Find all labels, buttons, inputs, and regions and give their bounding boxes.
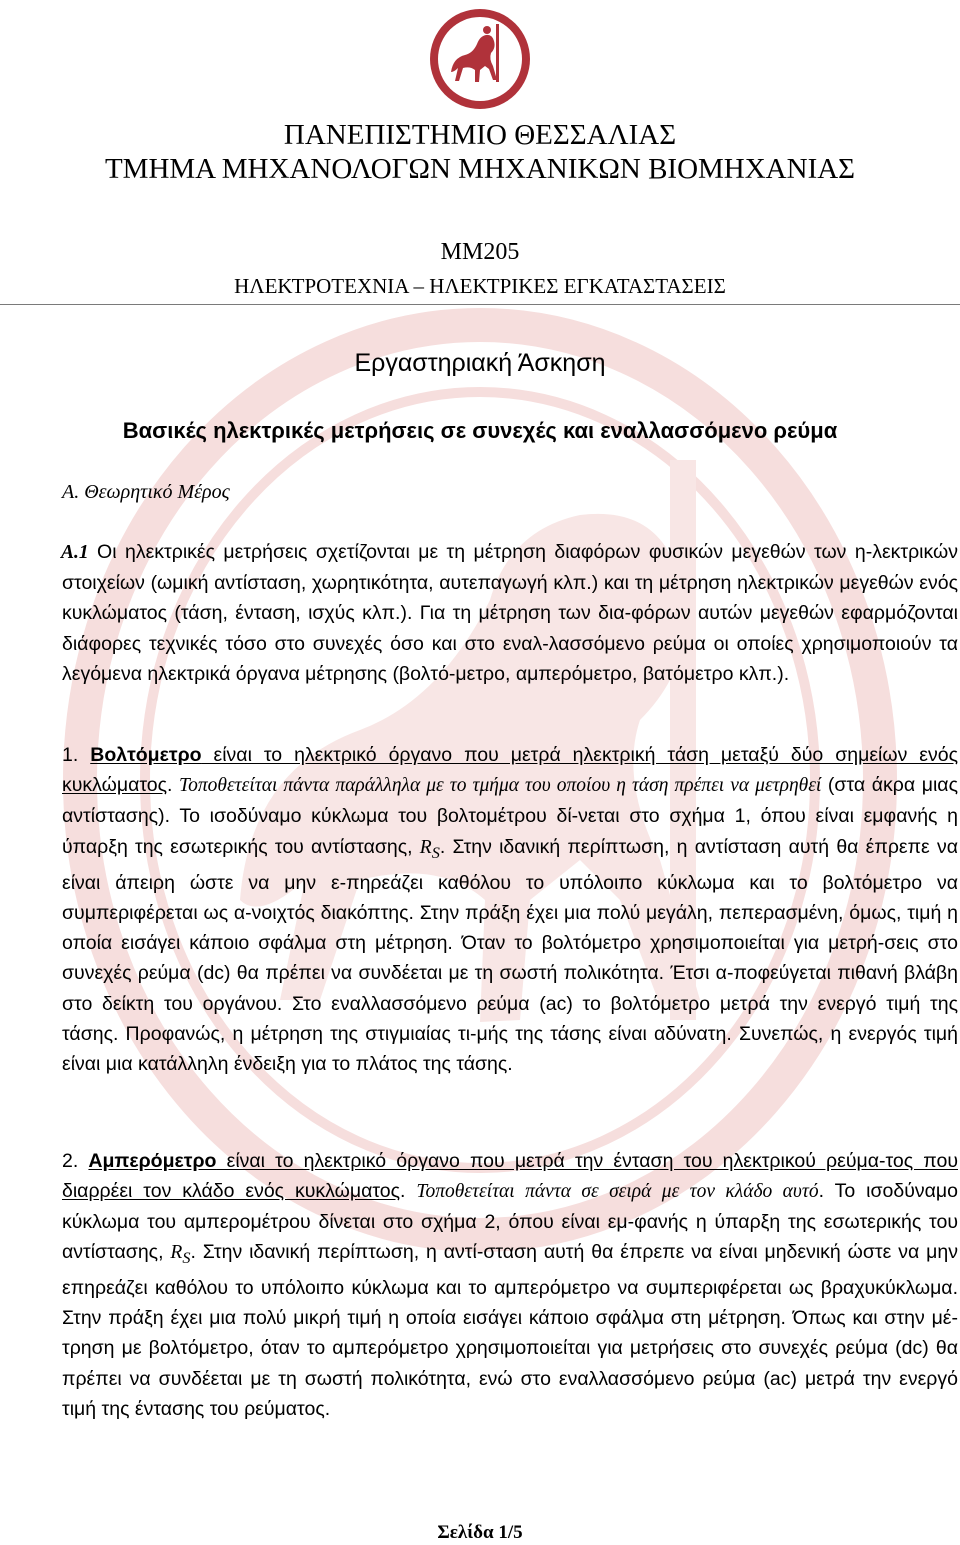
item-number: 2. [62, 1150, 89, 1172]
department-name: ΤΜΗΜΑ ΜΗΧΑΝΟΛΟΓΩΝ ΜΗΧΑΝΙΚΩΝ ΒΙΟΜΗΧΑΝΙΑΣ [104, 153, 856, 185]
paragraph-number: Α.1 [61, 542, 89, 563]
ammeter-placement-note: Τοποθετείται πάντα σε σειρά με τον κλάδο αυτό [416, 1181, 819, 1203]
university-name: ΠΑΝΕΠΙΣΤΗΜΙΟ ΘΕΣΣΑΛΙΑΣ [283, 119, 677, 151]
voltmeter-placement-note: Τοποθετείται πάντα παράλληλα με το τμήμα του οποίου η τάση πρέπει να μετρηθεί [179, 775, 822, 797]
course-code: ΜΜ205 [440, 239, 520, 265]
symbol-subscript: S [182, 1249, 191, 1268]
paragraph-a1 [62, 537, 958, 689]
header-divider [0, 304, 960, 305]
term-ammeter: Αμπερόμετρο [88, 1150, 217, 1172]
paragraph-text: Οι ηλεκτρικές μετρήσεις σχετίζονται με τη μέτρηση διαφόρων φυσικών μεγεθών των η-λεκτρικών στοιχείων (ωμική αντίσταση, χωρητικότητα, αυτεπαγωγή κλπ.) και τη μέτρηση ηλεκτρικών μεγεθών ενός κυκλώματος (τάση, ένταση, ισχύς κλπ.). Για τη μέτρηση των δια-φόρων αυτών μεγεθών εφαρμόζονται διάφορες τεχνικές τόσο στο συνεχές όσο και στο εναλ-λασσόμενο ρεύμα οι οποίες χρησιμοποιούν τα λεγόμενα ηλεκτρικά όργανα μέτρησης (βολτό-μετρο, αμπερόμετρο, βατόμετρο κλπ.). [62, 541, 958, 685]
term-voltmeter: Βολτόμετρο [90, 744, 202, 766]
item-ammeter: 2. Αμπερόμετρο είναι το ηλεκτρικό όργανο που μετρά την ένταση του ηλεκτρικού ρεύμα-τος που διαρρέει τον κλάδο ενός κυκλώματος. Τοποθετείται πάντα σε σειρά με τον κλάδο αυτό. Το ισοδύναμο κύκλωμα του αμπερομέτρου δίνεται στο σχήμα 2, όπου είναι εμ-φανής η ύπαρξη της εσωτερικής του αντίστασης, $R_S$. Στην ιδανική περίπτωση, η αντί-σταση αυτή θα έπρεπε να είναι μηδενική ώστε να μην επηρεάζει καθόλου το υπόλοιπο κύκλωμα και το αμπερόμετρο να συμπεριφέρεται ως βραχυκύκλωμα. Στην πράξη έχει μια πολύ μικρή τιμή η οποία εισάγει κάποιο σφάλμα στη μέτρηση. Όπως και στην μέ-τρηση με βολτόμετρο, όταν το αμπερόμετρο χρησιμοποιείται για μετρήσεις στο συνεχές ρεύμα (dc) θα πρέπει να συνδέεται με τη σωστή πολικότητα, ενώ στο εναλλασσόμενο ρεύμα (ac) μετρά την ενεργό τιμή της έντασης του ρεύματος. [62, 1150, 958, 1420]
item-voltmeter: 1. Βολτόμετρο είναι το ηλεκτρικό όργανο που μετρά ηλεκτρική τάση μεταξύ δύο σημείων ενός κυκλώματος. Τοποθετείται πάντα παράλληλα με το τμήμα του οποίου η τάση πρέπει να μετρηθεί (στα άκρα μιας αντίστασης). Το ισοδύναμο κύκλωμα του βολτομέτρου δί-νεται στο σχήμα 1, όπου είναι εμφανής η ύπαρξη της εσωτερικής του αντίστασης, $R_S$. Στην ιδανική περίπτωση, η αντίσταση αυτή θα έπρεπε να είναι άπειρη ώστε να μην ε-πηρεάζει καθόλου το υπόλοιπο κύκλωμα και το βολτόμετρο να συμπεριφέρεται ως α-νοιχτός διακόπτης. Στην πράξη έχει μια πολύ μεγάλη, πεπερασμένη, όμως, τιμή η οποία εισάγει κάποιο σφάλμα στη μέτρηση. Όταν το βολτόμετρο χρησιμοποιείται για μετρή-σεις στο συνεχές ρεύμα (dc) θα πρέπει να συνδέεται με τη σωστή πολικότητα. Έτσι α-ποφεύγεται πιθανή βλάβη στο δείκτη του οργάνου. Στο εναλλασσόμενο ρεύμα (ac) το βολτόμετρο μετρά την ενεργό τιμή της τάσης. Προφανώς, η μέτρηση της στιγμιαίας τι-μής της τάσης είναι αδύνατη. Συνεπώς, η ενεργός τιμή είναι μια κατάλληλη ένδειξη για το πλάτος της τάσης. [62, 744, 958, 1075]
item-number: 1. [62, 744, 91, 766]
course-title: ΗΛΕΚΤΡΟΤΕΧΝΙΑ – ΗΛΕΚΤΡΙΚΕΣ ΕΓΚΑΤΑΣΤΑΣΕΙΣ [234, 274, 726, 298]
voltmeter-definition: είναι το ηλεκτρικό όργανο που μετρά ηλεκτρική τάση μεταξύ δύο σημείων ενός κυκλώματος [62, 744, 958, 797]
symbol-r: R [419, 836, 432, 858]
section-heading: Α. Θεωρητικό Μέρος [62, 481, 230, 503]
symbol-subscript: S [431, 843, 440, 862]
symbol-r: R [170, 1242, 183, 1264]
university-header [0, 118, 960, 186]
ammeter-definition: είναι το ηλεκτρικό όργανο που μετρά την ένταση του ηλεκτρικού ρεύμα-τος που διαρρέει τον κλάδο ενός κυκλώματος [62, 1150, 958, 1203]
lab-subtitle: Βασικές ηλεκτρικές μετρήσεις σε συνεχές και εναλλασσόμενο ρεύμα [122, 418, 838, 443]
page-number: Σελίδα 1/5 [437, 1522, 523, 1543]
lab-title: Εργαστηριακή Άσκηση [354, 349, 606, 377]
university-logo-icon [427, 6, 533, 112]
